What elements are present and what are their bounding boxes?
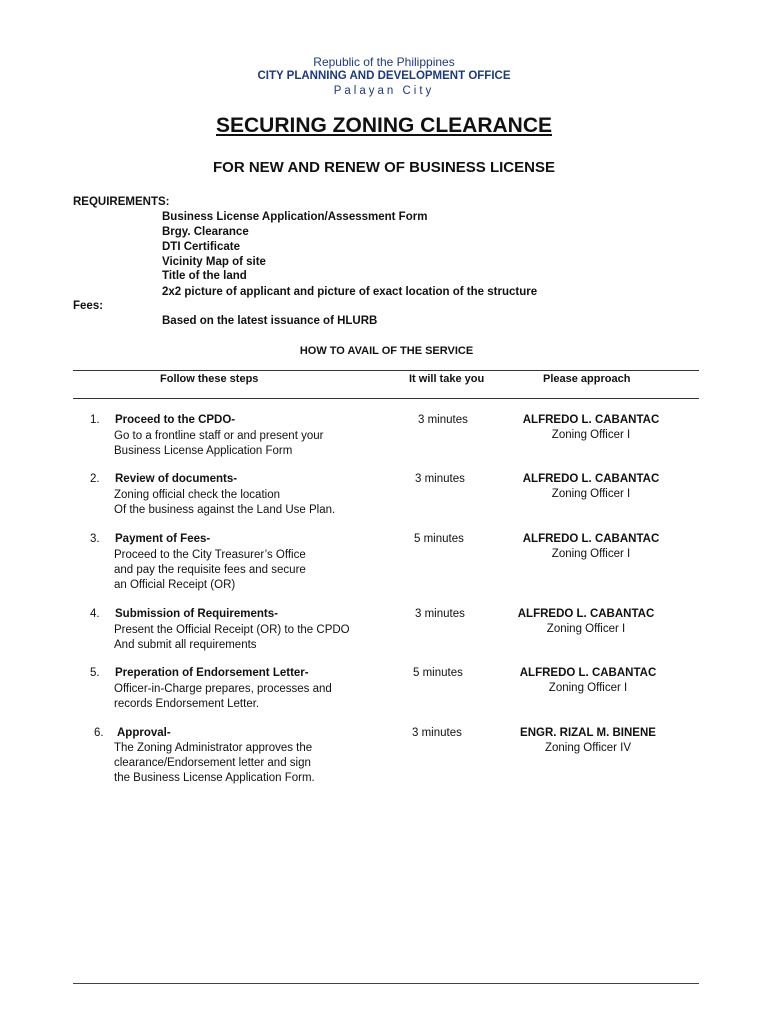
divider-top [73,370,699,371]
header-office: CITY PLANNING AND DEVELOPMENT OFFICE [257,70,511,82]
document-subtitle: FOR NEW AND RENEW OF BUSINESS LICENSE [213,159,555,176]
step-description: The Zoning Administrator approves the clearance/Endorsement letter and sign the Business License Application Form. [114,742,315,784]
column-steps-header: Follow these steps [160,373,259,385]
step-officer-name: ENGR. RIZAL M. BINENE [520,727,656,739]
step-title: Proceed to the CPDO- [115,414,236,426]
step-description: Present the Official Receipt (OR) to the CPDO And submit all requirements [114,624,350,651]
requirement-item: DTI Certificate [162,241,240,253]
step-number: 1. [90,414,100,426]
step-officer-role: Zoning Officer I [551,548,631,560]
requirement-item: 2x2 picture of applicant and picture of exact location of the structure [162,286,538,298]
step-description: Officer-in-Charge prepares, processes and records Endorsement Letter. [114,683,332,710]
step-officer-name: ALFREDO L. CABANTAC [522,473,660,485]
step-title: Submission of Requirements- [115,608,278,620]
step-time: 3 minutes [415,473,465,485]
step-time: 5 minutes [413,667,463,679]
step-description: Go to a frontline staff or and present your Business License Application Form [114,430,324,457]
step-officer-role: Zoning Officer IV [544,742,632,754]
step-number: 5. [90,667,100,679]
footer-divider [73,983,699,984]
step-title: Payment of Fees- [115,533,211,545]
column-approach-header: Please approach [543,373,631,385]
fees-text: Based on the latest issuance of HLURB [162,315,378,327]
document-title: SECURING ZONING CLEARANCE [215,114,552,137]
step-number: 4. [90,608,100,620]
header-city: Palayan City [333,85,435,97]
fees-label: Fees: [73,300,104,312]
step-time: 3 minutes [412,727,462,739]
step-title: Preperation of Endorsement Letter- [115,667,309,679]
step-description: Zoning official check the location Of the business against the Land Use Plan. [114,489,336,516]
step-officer-role: Zoning Officer I [546,623,626,635]
step-time: 3 minutes [415,608,465,620]
header-republic: Republic of the Philippines [313,55,455,69]
step-time: 3 minutes [418,414,468,426]
step-number: 3. [90,533,100,545]
column-time-header: It will take you [409,373,485,385]
howto-heading: HOW TO AVAIL OF THE SERVICE [299,345,474,357]
divider-bottom [73,398,699,399]
requirement-item: Brgy. Clearance [162,226,249,238]
step-officer-name: ALFREDO L. CABANTAC [519,667,657,679]
step-title: Approval- [117,727,171,739]
requirement-item: Title of the land [162,270,247,282]
step-number: 2. [90,473,100,485]
requirement-item: Business License Application/Assessment Form [162,211,428,223]
step-officer-name: ALFREDO L. CABANTAC [522,414,660,426]
step-officer-name: ALFREDO L. CABANTAC [517,608,655,620]
step-number: 6. [94,727,104,739]
step-title: Review of documents- [115,473,238,485]
step-description: Proceed to the City Treasurer’s Office and pay the requisite fees and secure an Official Receipt (OR) [114,549,306,591]
requirements-label: REQUIREMENTS: [73,196,170,208]
step-time: 5 minutes [414,533,464,545]
step-officer-name: ALFREDO L. CABANTAC [522,533,660,545]
requirement-item: Vicinity Map of site [162,256,266,268]
step-officer-role: Zoning Officer I [548,682,628,694]
step-officer-role: Zoning Officer I [551,488,631,500]
step-officer-role: Zoning Officer I [551,429,631,441]
